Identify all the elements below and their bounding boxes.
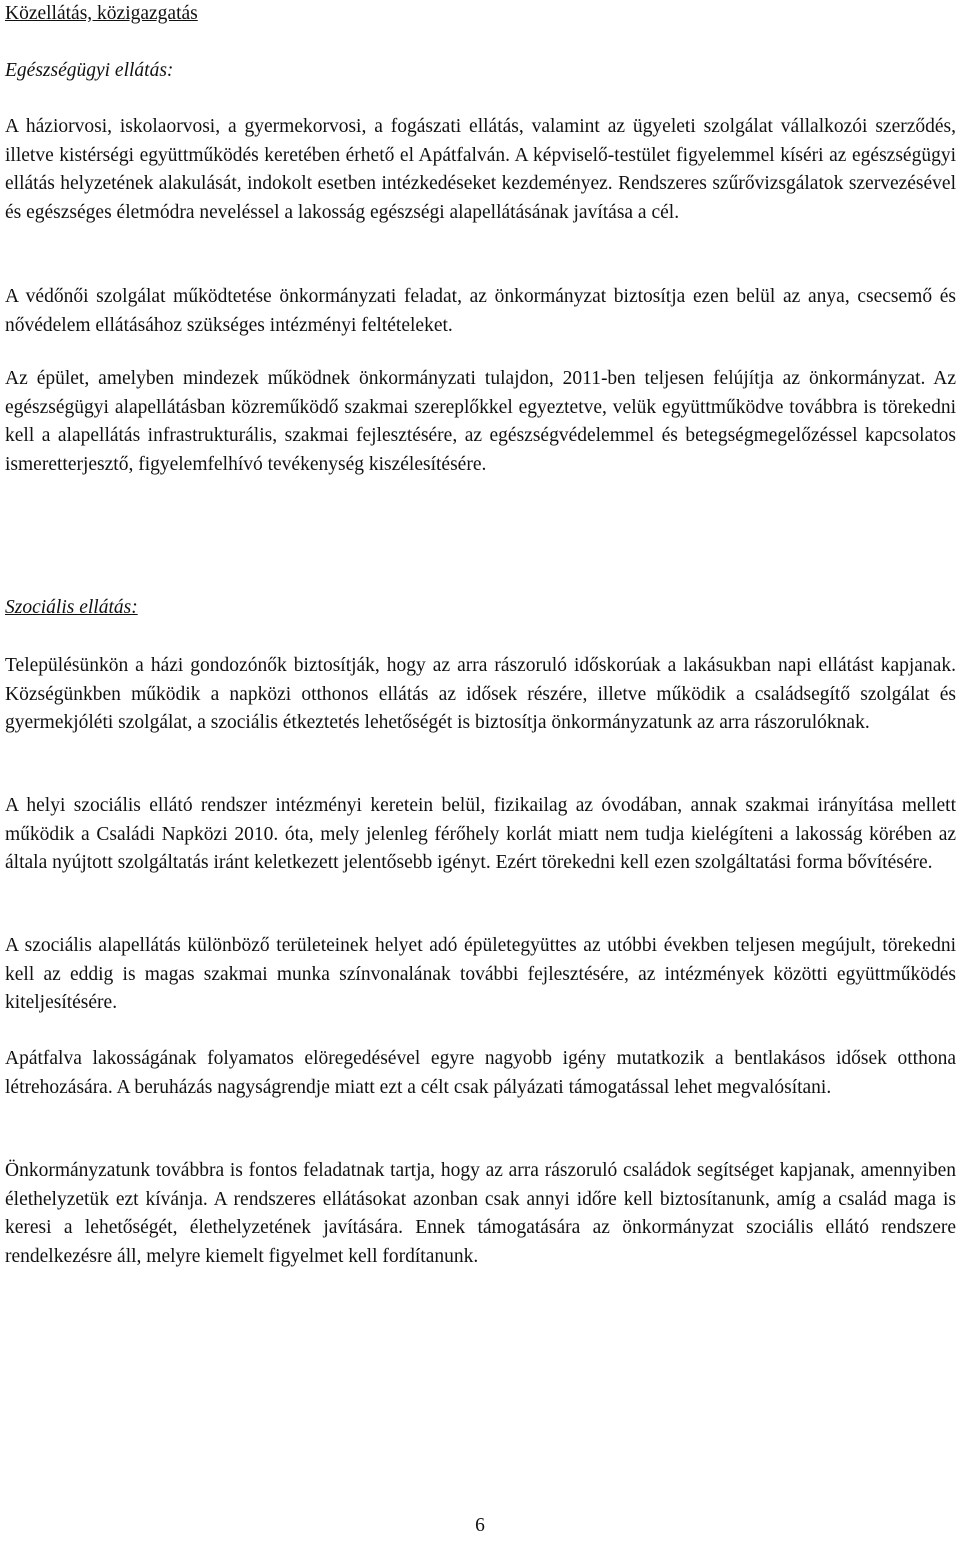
page-number: 6 <box>475 1515 485 1536</box>
health-paragraph-1: A háziorvosi, iskolaorvosi, a gyermekorvosi, a fogászati ellátás, valamint az ügyeleti szolgálat vállalkozói szerződés, illetve kistérségi együttműködés keretében érhető el Apátfalván. A képviselő-testület figyelemmel kíséri az egészségügyi ellátás helyzetének alakulását, indokolt esetben intézkedéseket kezdeményez. Rendszeres szűrővizsgálatok szervezésével és egészséges életmódra neveléssel a lakosság egészségi alapellátásának javítása a cél. <box>5 116 956 223</box>
social-paragraph-3: A szociális alapellátás különböző területeinek helyet adó épületegyüttes az utóbbi években teljesen megújult, törekedni kell az eddig is magas szakmai munka színvonalának további fejlesztésére, az intézmények közötti együttműködés kiteljesítésére. <box>5 935 956 1013</box>
social-section-heading: Szociális ellátás: <box>5 597 138 618</box>
social-paragraph-2: A helyi szociális ellátó rendszer intézményi keretein belül, fizikailag az óvodában, annak szakmai irányítása mellett működik a Családi Napközi 2010. óta, mely jelenleg férőhely korlát miatt nem tudja kielégíteni a lakosság körében az általa nyújtott szolgáltatás iránt keletkezett jelentősebb igényt. Ezért törekedni kell ezen szolgáltatási forma bővítésére. <box>5 795 956 873</box>
social-paragraph-4: Apátfalva lakosságának folyamatos elöregedésével egyre nagyobb igény mutatkozik a bentlakásos idősek otthona létrehozására. A beruházás nagyságrendje miatt ezt a célt csak pályázati támogatással lehet megvalósítani. <box>5 1048 956 1098</box>
social-paragraph-5: Önkormányzatunk továbbra is fontos feladatnak tartja, hogy az arra rászoruló családok segítséget kapjanak, amennyiben élethelyzetük ezt kívánja. A rendszeres ellátásokat azonban csak annyi időre kell biztosítanunk, amíg a család maga is keresi a lehetőségét, élethelyzetének javítására. Ennek támogatására az önkormányzat szociális ellátó rendszere rendelkezésre áll, melyre kiemelt figyelmet kell fordítanunk. <box>5 1160 956 1267</box>
health-paragraph-2: A védőnői szolgálat működtetése önkormányzati feladat, az önkormányzat biztosítja ezen belül az anya, csecsemő és nővédelem ellátásához szükséges intézményi feltételeket. <box>5 286 956 336</box>
health-paragraph-3: Az épület, amelyben mindezek működnek önkormányzati tulajdon, 2011-ben teljesen felújítja az önkormányzat. Az egészségügyi alapellátásban közreműködő szakmai szereplőkkel egyeztetve, velük együttműködve továbbra is törekedni kell a alapellátás infrastrukturális, szakmai fejlesztésére, az egészségvédelemmel és betegségmegelőzéssel kapcsolatos ismeretterjesztő, figyelemfelhívó tevékenység kiszélesítésére. <box>5 368 956 475</box>
document-title: Közellátás, közigazgatás <box>5 3 198 24</box>
health-section-heading: Egészségügyi ellátás: <box>5 60 174 81</box>
social-paragraph-1: Településünkön a házi gondozónők biztosítják, hogy az arra rászoruló időskorúak a lakásukban napi ellátást kapjanak. Községünkben működik a napközi otthonos ellátás az idősek részére, illetve működik a családsegítő szolgálat és gyermekjóléti szolgálat, a szociális étkeztetés lehetőségét is biztosítja önkormányzatunk az arra rászorulóknak. <box>5 655 956 733</box>
